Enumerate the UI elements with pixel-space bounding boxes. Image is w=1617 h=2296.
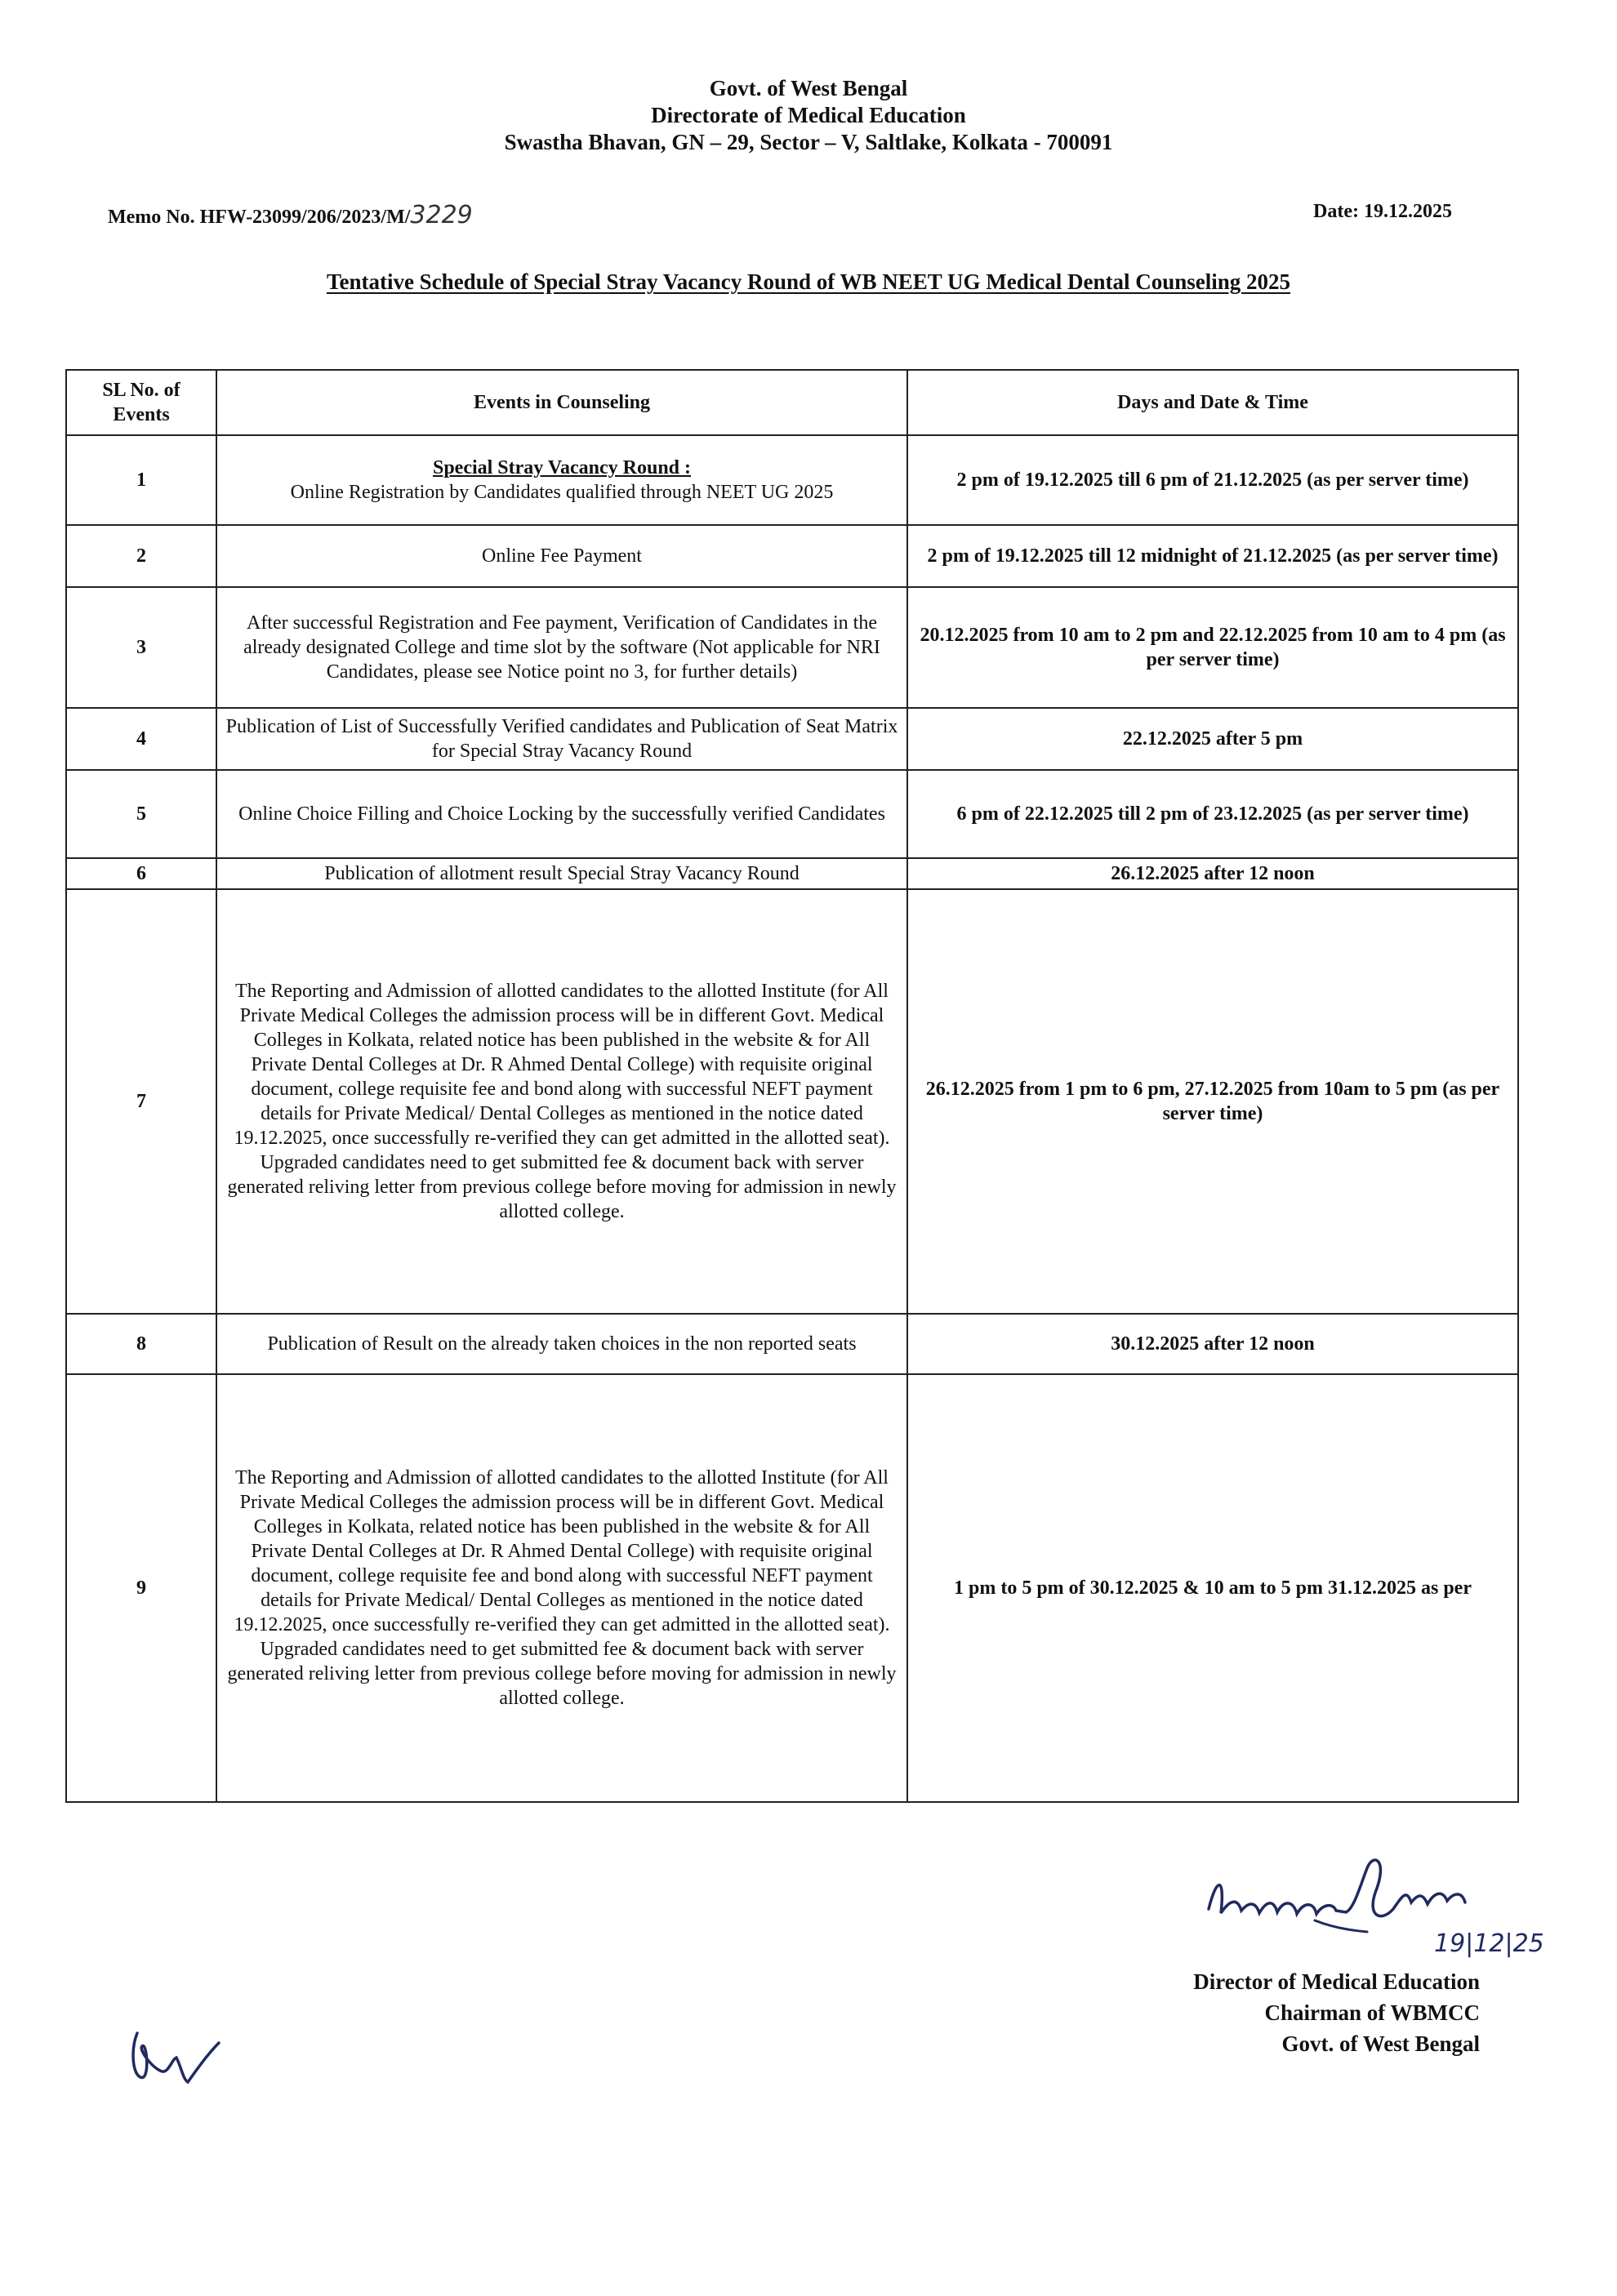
table-row bbox=[66, 889, 1518, 1314]
signatory-role: Chairman of WBMCC bbox=[1264, 2000, 1480, 2025]
row-sl: 3 bbox=[66, 587, 216, 708]
signatory-designation: Director of Medical Education bbox=[1193, 1969, 1480, 1994]
directorate-name: Directorate of Medical Education bbox=[651, 103, 966, 127]
row-datetime: 26.12.2025 from 1 pm to 6 pm, 27.12.2025 from 10am to 5 pm (as per server time) bbox=[907, 889, 1518, 1314]
memo-handwritten-number: 3229 bbox=[410, 201, 473, 229]
row-datetime: 20.12.2025 from 10 am to 2 pm and 22.12.2025 from 10 am to 4 pm (as per server time) bbox=[907, 587, 1518, 708]
letterhead bbox=[0, 75, 1617, 156]
row-event: Publication of List of Successfully Verified candidates and Publication of Seat Matrix for Special Stray Vacancy Round bbox=[216, 708, 907, 770]
table-row bbox=[66, 858, 1518, 889]
signature-date: 19|12|25 bbox=[1434, 1929, 1544, 1958]
round-heading: Special Stray Vacancy Round : bbox=[432, 457, 692, 478]
initials-stroke bbox=[133, 2033, 219, 2082]
row-sl: 1 bbox=[66, 435, 216, 525]
office-address: Swastha Bhavan, GN – 29, Sector – V, Saltlake, Kolkata - 700091 bbox=[504, 130, 1113, 154]
row-sl: 8 bbox=[66, 1314, 216, 1374]
row-datetime: 26.12.2025 after 12 noon bbox=[907, 858, 1518, 889]
row-datetime: 22.12.2025 after 5 pm bbox=[907, 708, 1518, 770]
row-sl: 4 bbox=[66, 708, 216, 770]
table-row bbox=[66, 1314, 1518, 1374]
table-row bbox=[66, 587, 1518, 708]
row-sl: 6 bbox=[66, 858, 216, 889]
column-header-datetime: Days and Date & Time bbox=[907, 370, 1518, 435]
govt-name: Govt. of West Bengal bbox=[709, 76, 908, 100]
row-event: Online Choice Filling and Choice Locking by the successfully verified Candidates bbox=[216, 770, 907, 858]
row-sl: 7 bbox=[66, 889, 216, 1314]
document-title: Tentative Schedule of Special Stray Vacancy Round of WB NEET UG Medical Dental Counseling 2025 bbox=[326, 269, 1291, 294]
signature-stroke bbox=[1209, 1860, 1465, 1916]
row-datetime: 1 pm to 5 pm of 30.12.2025 & 10 am to 5 pm 31.12.2025 as per bbox=[907, 1374, 1518, 1802]
row-event: Publication of allotment result Special Stray Vacancy Round bbox=[216, 858, 907, 889]
row-event: Online Fee Payment bbox=[216, 525, 907, 587]
table-row bbox=[66, 1374, 1518, 1802]
row-sl: 5 bbox=[66, 770, 216, 858]
row-event bbox=[216, 435, 907, 525]
row-event: The Reporting and Admission of allotted candidates to the allotted Institute (for All Private Medical Colleges the admission process will be in different Govt. Medical Colleges in Kolkata, related notice has been published in the website & for All Private Dental Colleges at Dr. R Ahmed Dental College) with requisite original document, college requisite fee and bond along with successful NEFT payment details for Private Medical/ Dental Colleges as mentioned in the notice dated 19.12.2025, once successfully re-verified they can get admitted in the allotted seat). Upgraded candidates need to get submitted fee & document back with server generated reliving letter from previous college before moving for admission in newly allotted college. bbox=[216, 1374, 907, 1802]
row-event: Publication of Result on the already taken choices in the non reported seats bbox=[216, 1314, 907, 1374]
row-sl: 2 bbox=[66, 525, 216, 587]
schedule-table bbox=[65, 369, 1519, 1803]
table-header-row bbox=[66, 370, 1518, 435]
signatory-block bbox=[1193, 1966, 1480, 2059]
column-header-events: Events in Counseling bbox=[216, 370, 907, 435]
row-event: The Reporting and Admission of allotted candidates to the allotted Institute (for All Private Medical Colleges the admission process will be in different Govt. Medical Colleges in Kolkata, related notice has been published in the website & for All Private Dental Colleges at Dr. R Ahmed Dental College) with requisite original document, college requisite fee and bond along with successful NEFT payment details for Private Medical/ Dental Colleges as mentioned in the notice dated 19.12.2025, once successfully re-verified they can get admitted in the allotted seat). Upgraded candidates need to get submitted fee & document back with server generated reliving letter from previous college before moving for admission in newly allotted college. bbox=[216, 889, 907, 1314]
row-event-text: Online Registration by Candidates qualified through NEET UG 2025 bbox=[290, 482, 834, 503]
memo-number bbox=[108, 201, 473, 229]
table-row bbox=[66, 525, 1518, 587]
row-datetime: 30.12.2025 after 12 noon bbox=[907, 1314, 1518, 1374]
signatory-govt: Govt. of West Bengal bbox=[1281, 2031, 1480, 2056]
row-datetime: 6 pm of 22.12.2025 till 2 pm of 23.12.2025 (as per server time) bbox=[907, 770, 1518, 858]
table-row bbox=[66, 708, 1518, 770]
table-row bbox=[66, 770, 1518, 858]
row-sl: 9 bbox=[66, 1374, 216, 1802]
memo-prefix: Memo No. HFW-23099/206/2023/M/ bbox=[108, 207, 411, 228]
memo-date: Date: 19.12.2025 bbox=[1313, 201, 1452, 222]
table-row bbox=[66, 435, 1518, 525]
row-datetime: 2 pm of 19.12.2025 till 6 pm of 21.12.2025 (as per server time) bbox=[907, 435, 1518, 525]
row-event: After successful Registration and Fee payment, Verification of Candidates in the already designated College and time slot by the software (Not applicable for NRI Candidates, please see Notice point no 3, for further details) bbox=[216, 587, 907, 708]
row-datetime: 2 pm of 19.12.2025 till 12 midnight of 21.12.2025 (as per server time) bbox=[907, 525, 1518, 587]
director-signature bbox=[1192, 1852, 1584, 1958]
column-header-sl: SL No. of Events bbox=[66, 370, 216, 435]
handwritten-initials bbox=[122, 2025, 229, 2090]
signature-underline bbox=[1315, 1920, 1367, 1932]
